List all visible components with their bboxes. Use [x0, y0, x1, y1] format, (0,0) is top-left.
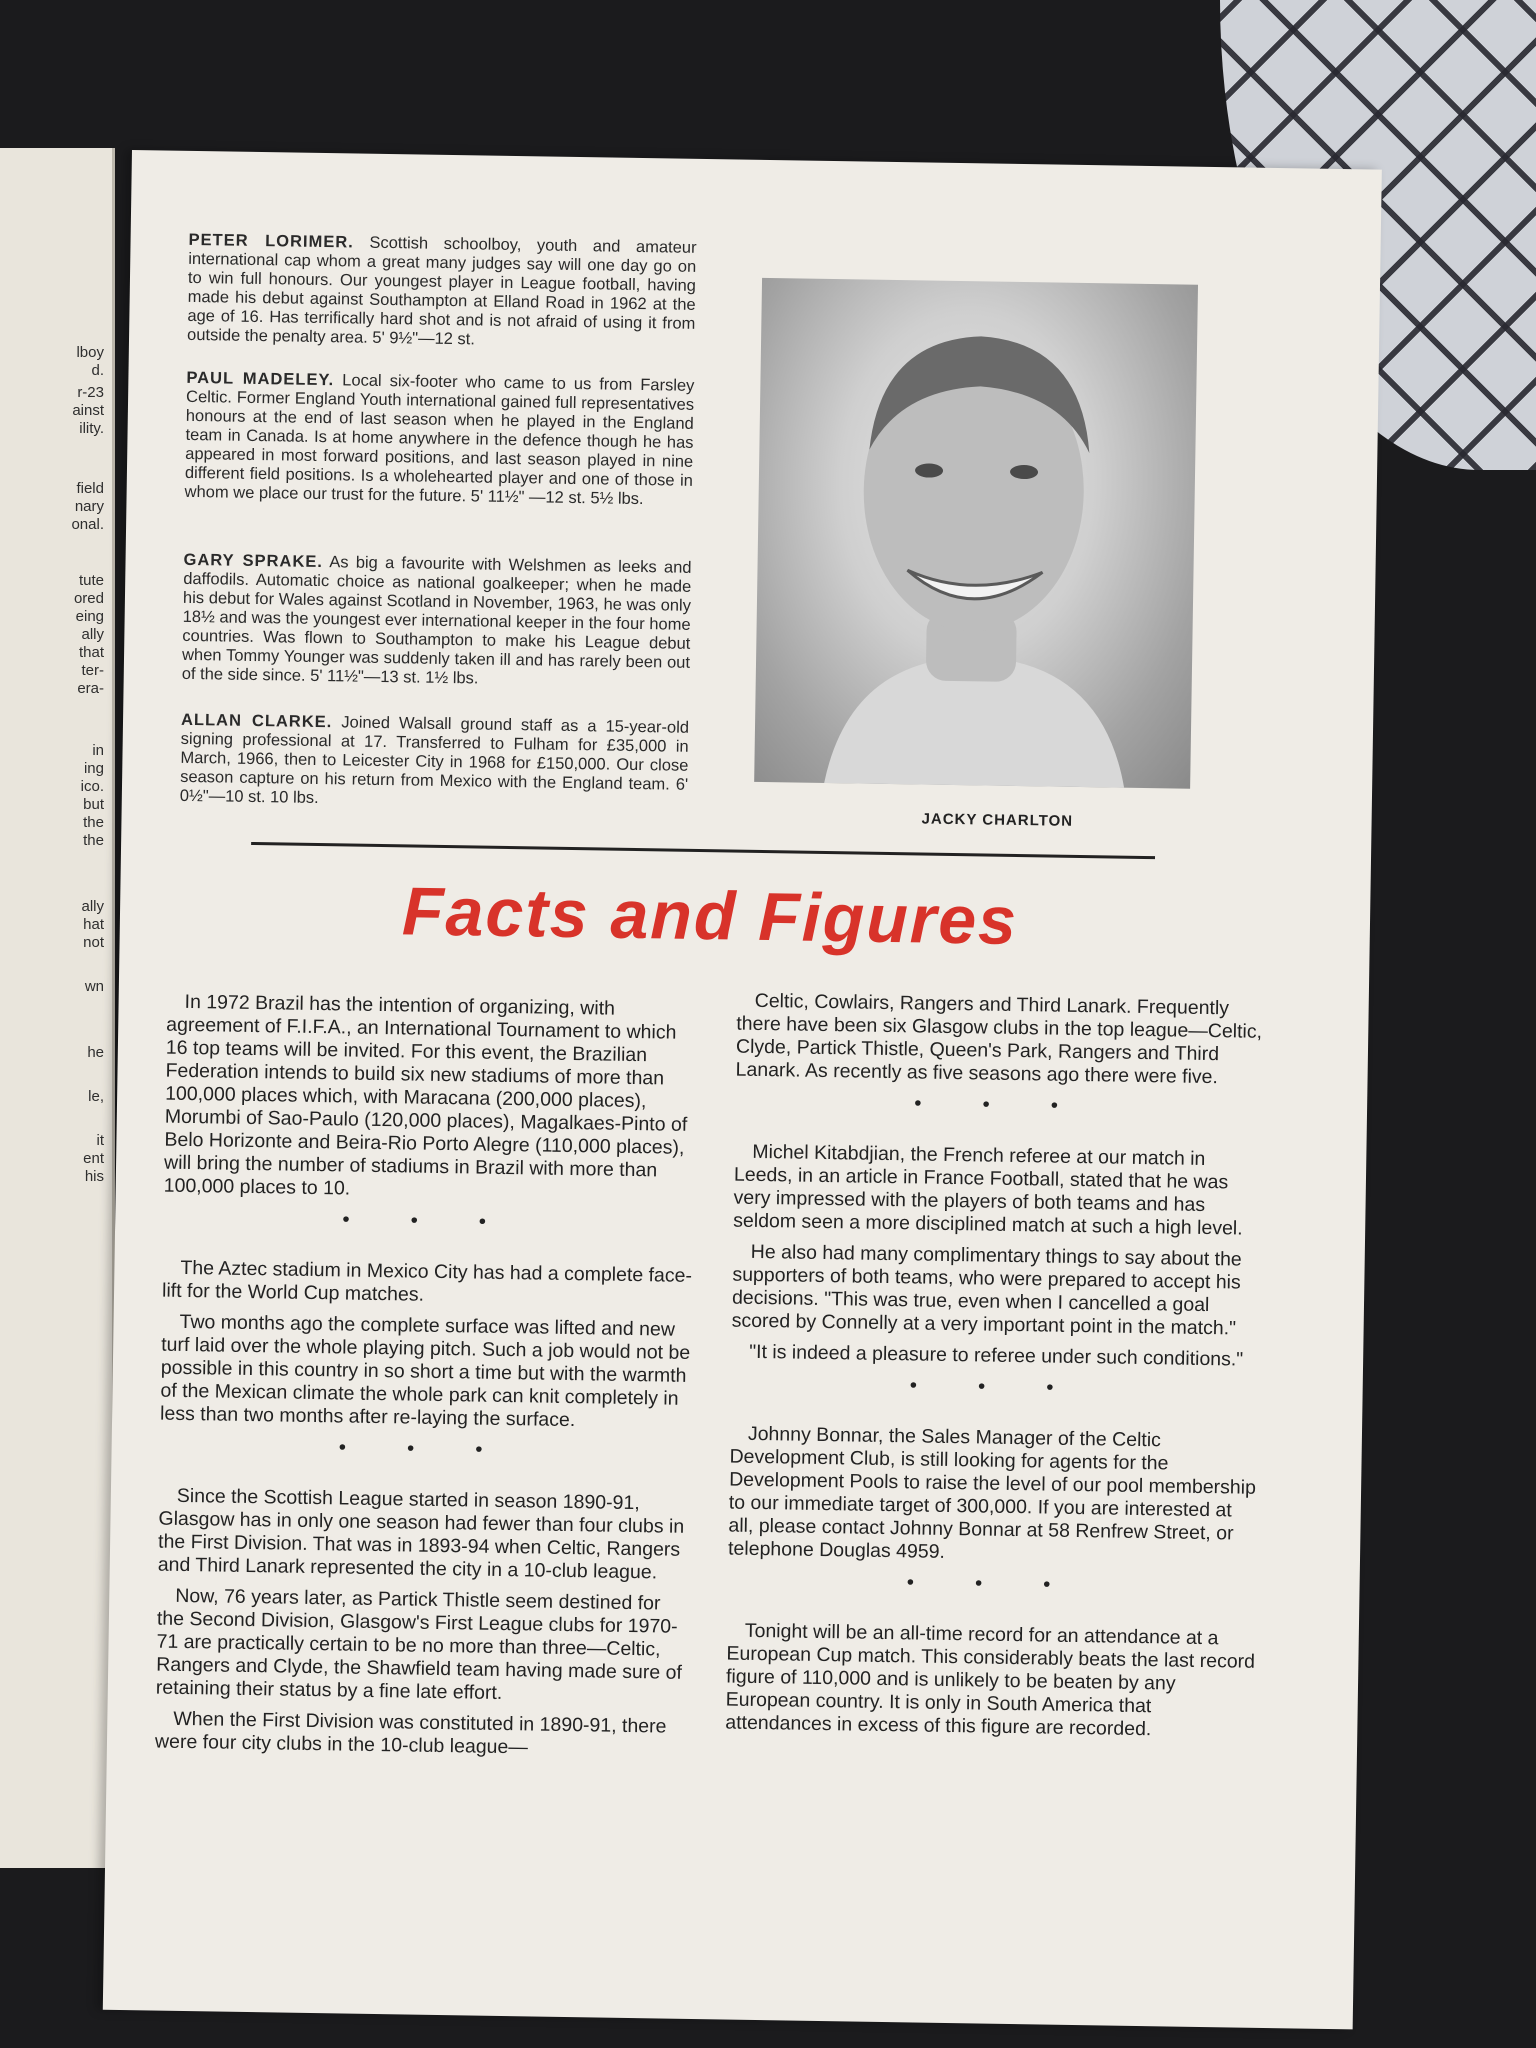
article-paragraph: "It is indeed a pleasure to referee under such conditions.": [749, 1340, 1244, 1371]
left-snippet: field: [76, 480, 104, 497]
article-paragraph: In 1972 Brazil has the intention of organizing, with agreement of F.I.F.A., an International Tournament to which 16 top teams will be invited. For this event, the Brazilian Federation intends to build six new stadiums of more than 100,000 places which, with Maracana (200,000 places), Morumbi of Sao-Paulo (120,000 places), Magalkaes-Pinto of Belo Horizonte and Beira-Rio Porto Alegre (110,000 places), will bring the number of stadiums in Brazil with more than 100,000 places to 10.: [163, 990, 688, 1200]
left-snippet: the: [83, 814, 104, 831]
left-snippet: le,: [88, 1088, 104, 1105]
left-snippet: ility.: [79, 420, 104, 437]
player-photo: [754, 278, 1198, 789]
left-snippet: ored: [73, 590, 104, 607]
left-snippet: tute: [78, 572, 104, 589]
left-column: [155, 991, 697, 1770]
left-page-edge: [0, 148, 115, 1868]
article-paragraph: Since the Scottish League started in season 1890-91, Glasgow has in only one season had fewer than four clubs in the First Division. That was in 1893-94 when Celtic, Rangers and Third Lanark represented the city in a 10-club league.: [157, 1484, 685, 1584]
photo-caption: JACKY CHARLTON: [921, 810, 1074, 830]
left-snippet: not: [83, 934, 104, 951]
article-paragraph: Two months ago the complete surface was lifted and new turf laid over the whole playing pitch. Such a job would not be possible in this country in so short a time but with the warmth of the Mexican climate the whole park can knit completely in less than two months after re-laying the surface.: [159, 1310, 691, 1432]
left-snippet: but: [83, 796, 104, 813]
left-snippet: he: [87, 1044, 104, 1061]
left-snippet: d.: [91, 362, 104, 379]
page-title: Facts and Figures: [401, 873, 1019, 960]
separator: • • •: [906, 1571, 1079, 1597]
left-snippet: ter-: [81, 662, 104, 679]
bio-allan-clarke: [180, 711, 689, 814]
section-divider: [251, 842, 1155, 859]
bio-text: As big a favourite with Welshmen as leeks and daffodils. Automatic choice as national goalkeeper; when he made his debut for Wales against Scotland in November, 1963, he was only 18½ and was the youngest ever international keeper in the four home countries. Was flown to Southampton to make his League debut when Tommy Younger was suddenly taken ill and has rarely been out of the side since. 5' 11½"—13 st. 1½ lbs.: [181, 553, 692, 688]
bio-peter-lorimer: [187, 231, 697, 353]
bio-text: Local six-footer who came to us from Farsley Celtic. Former England Youth international gained full representatives honours at the end of last season when he played in the England team in Canada. Is at home anywhere in the defence though he has appeared in most forward positions, and last season played in nine different field positions. Is a wholehearted player and one of those in whom we place our trust for the future. 5' 11½" —12 st. 5½ lbs.: [184, 371, 695, 509]
left-snippet: eing: [75, 608, 104, 625]
article-paragraph: The Aztec stadium in Mexico City has had a complete face-lift for the World Cup matches.: [161, 1256, 693, 1306]
bio-text: Joined Walsall ground staff as a 15-year-old signing professional at 17. Transferred to Fulham for £35,000 in March, 1966, then to Leicester City in 1968 for £150,000. Our close season capture on his return from Mexico with the England team. 6' 0½"—10 st. 10 lbs.: [179, 713, 690, 808]
right-column: [725, 990, 1267, 1751]
left-snippet: the: [83, 832, 104, 849]
left-snippet: ally: [81, 898, 104, 915]
left-snippet: his: [84, 1168, 104, 1185]
left-snippet: ing: [83, 760, 104, 777]
article-paragraph: When the First Division was constituted in 1890-91, there were four city clubs in the 10-club league—: [154, 1707, 667, 1759]
article-paragraph: He also had many complimentary things to say about the supporters of both teams, who were prepared to accept his decisions. "This was true, even when I cancelled a goal scored by Connelly at a very important point in the match.": [731, 1240, 1242, 1340]
article-paragraph: Tonight will be an all-time record for an attendance at a European Cup match. This considerably beats the last record figure of 110,000 and is unlikely to be beaten by any European country. It is only in South America that attendances in excess of this figure are recorded.: [725, 1619, 1256, 1741]
left-snippet: ainst: [72, 402, 104, 419]
left-snippet: ally: [81, 626, 104, 643]
left-snippet: r-23: [77, 384, 104, 401]
program-page: [103, 150, 1382, 2029]
left-snippet: hat: [83, 916, 104, 933]
left-snippet: nary: [74, 498, 104, 515]
left-snippet: ico.: [80, 778, 104, 795]
article-paragraph: Johnny Bonnar, the Sales Manager of the Celtic Development Club, is still looking for agents for the Development Pools to raise the level of our pool membership to our immediate target of 300,000. If you are interested at all, please contact Johnny Bonnar at 58 Renfrew Street, or telephone Douglas 4959.: [727, 1422, 1257, 1563]
separator: • • •: [342, 1208, 515, 1234]
left-snippet: in: [92, 742, 104, 759]
left-snippet: era-: [77, 680, 104, 697]
left-snippet: onal.: [71, 516, 104, 533]
bio-paul-madeley: [184, 369, 694, 510]
bio-name: GARY SPRAKE.: [183, 550, 324, 572]
article-paragraph: Now, 76 years later, as Partick Thistle seem destined for the Second Division, Glasgow's First League clubs for 1970-71 are practically certain to be no more than three—Celtic, Rangers and Clyde, the Shawfield team having made sure of retaining their status by a fine late effort.: [155, 1584, 683, 1705]
left-snippet: that: [78, 644, 104, 661]
left-snippet: ent: [83, 1150, 104, 1167]
left-snippet: lboy: [76, 344, 104, 361]
left-snippet: it: [96, 1132, 104, 1149]
article-paragraph: Celtic, Cowlairs, Rangers and Third Lanark. Frequently there have been six Glasgow clubs in the top league—Celtic, Clyde, Partick Thistle, Queen's Park, Rangers and Third Lanark. As recently as five seasons ago there were five.: [735, 989, 1263, 1089]
article-paragraph: Michel Kitabdjian, the French referee at our match in Leeds, in an article in France Football, stated that he was very impressed with the players of both teams and has seldom seen a more disciplined match at such a high level.: [733, 1140, 1243, 1240]
bio-name: PAUL MADELEY.: [186, 368, 335, 390]
bio-name: ALLAN CLARKE.: [180, 710, 333, 732]
bio-name: PETER LORIMER.: [188, 230, 354, 252]
separator: • • •: [914, 1092, 1086, 1118]
separator: • • •: [909, 1374, 1082, 1400]
bio-gary-sprake: [182, 551, 692, 692]
portrait-illustration: [754, 278, 1198, 789]
bio-text: Scottish schoolboy, youth and amateur international cap whom a great many judges say will one day go on to win full honours. Our youngest player in League football, having made his debut against Southampton at Elland Road in 1962 at the age of 16. Has terrifically hard shot and is not afraid of using it from outside the penalty area. 5' 9½"—12 st.: [186, 233, 697, 349]
left-snippet: wn: [84, 978, 104, 995]
separator: • • •: [338, 1436, 511, 1462]
